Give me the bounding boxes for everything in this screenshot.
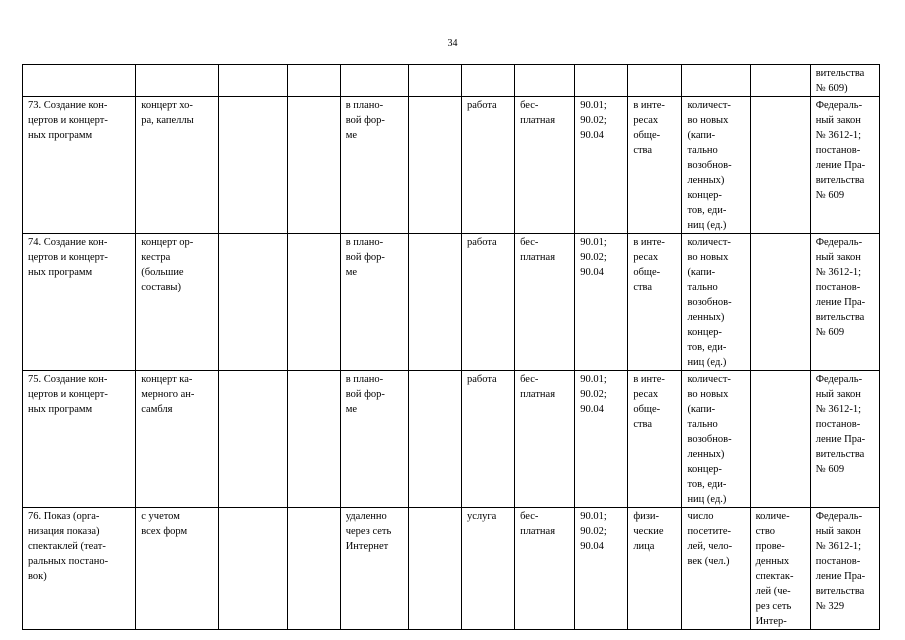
service-name-cell xyxy=(23,234,136,371)
cell-text-line: тов, еди- xyxy=(687,205,727,216)
cell-text-line: бес- xyxy=(520,237,539,248)
cell-text-line: во новых xyxy=(687,389,729,400)
cell-text-line: постанов- xyxy=(815,556,861,567)
cell-text-line: 90.04 xyxy=(580,130,604,141)
type-cell xyxy=(461,234,514,371)
cell-text-line: количест- xyxy=(687,374,731,385)
cell-text-line: ленных) xyxy=(687,175,725,186)
col3-cell xyxy=(219,65,287,97)
cell-text-line: 90.04 xyxy=(580,541,604,552)
cell-text-line: платная xyxy=(520,115,556,126)
service-name-cell xyxy=(23,371,136,508)
cell-text-line: работа xyxy=(466,100,497,111)
cell-text-line: ме xyxy=(345,130,358,141)
cell-text-line: 75. Создание кон- xyxy=(28,374,108,385)
okved-cell xyxy=(575,371,628,508)
indicator2-cell xyxy=(750,234,810,371)
col6-cell xyxy=(408,371,461,508)
cell-text-line: вой фор- xyxy=(345,252,385,263)
cell-text-line: ниц (ед.) xyxy=(687,220,727,231)
cell-text-line: 90.02; xyxy=(580,252,607,263)
cell-text-line: № 329 xyxy=(815,601,845,612)
cell-text-line: вой фор- xyxy=(345,389,385,400)
cell-text-line: работа xyxy=(466,374,497,385)
cell-text-line: (капи- xyxy=(687,404,716,415)
cell-text-line: 90.02; xyxy=(580,389,607,400)
cell-text-line: ление Пра- xyxy=(815,160,866,171)
consumer-cell xyxy=(628,65,682,97)
col4-cell xyxy=(287,371,340,508)
type-cell xyxy=(461,371,514,508)
cell-text-line: ный закон xyxy=(815,252,861,263)
legal-basis-cell xyxy=(810,508,879,630)
cell-text-line: ный закон xyxy=(815,389,861,400)
cell-text-line: обще- xyxy=(633,404,661,415)
cell-text-line: с учетом xyxy=(141,511,180,522)
cell-text-line: постанов- xyxy=(815,419,861,430)
consumer-cell xyxy=(628,508,682,630)
consumer-cell xyxy=(628,97,682,234)
table-row xyxy=(23,371,880,508)
cell-text-line: Федераль- xyxy=(815,511,863,522)
cell-text-line: концерт хо- xyxy=(141,100,193,111)
cell-text-line: цертов и концерт- xyxy=(28,252,108,263)
cell-text-line: (капи- xyxy=(687,130,716,141)
cell-text-line: в плано- xyxy=(345,100,384,111)
cell-text-line: № 609 xyxy=(815,464,845,475)
legal-basis-cell xyxy=(810,371,879,508)
cell-text-line: бес- xyxy=(520,100,539,111)
cell-text-line: Интер- xyxy=(755,616,787,627)
cell-text-line: 74. Создание кон- xyxy=(28,237,108,248)
col6-cell xyxy=(408,508,461,630)
cell-text-line: ресах xyxy=(633,389,659,400)
cell-text-line: ство xyxy=(755,526,775,537)
cell-text-line: ных программ xyxy=(28,130,93,141)
cell-text-line: 90.01; xyxy=(580,237,607,248)
cell-text-line: 90.02; xyxy=(580,526,607,537)
cell-text-line: век (чел.) xyxy=(687,556,730,567)
cell-text-line: вительства xyxy=(815,68,865,79)
cell-text-line: через сеть xyxy=(345,526,392,537)
cell-text-line: кестра xyxy=(141,252,171,263)
cell-text-line: цертов и концерт- xyxy=(28,115,108,126)
content-cell xyxy=(136,65,219,97)
cell-text-line: рез сеть xyxy=(755,601,792,612)
cell-text-line: ных программ xyxy=(28,404,93,415)
cell-text-line: 90.04 xyxy=(580,404,604,415)
cell-text-line: ства xyxy=(633,145,653,156)
cell-text-line: посетите- xyxy=(687,526,731,537)
cell-text-line: в плано- xyxy=(345,374,384,385)
content-cell xyxy=(136,234,219,371)
cell-text-line: ниц (ед.) xyxy=(687,357,727,368)
cell-text-line: услуга xyxy=(466,511,497,522)
cell-text-line: 73. Создание кон- xyxy=(28,100,108,111)
cell-text-line: ства xyxy=(633,282,653,293)
cell-text-line: количест- xyxy=(687,100,731,111)
payment-cell xyxy=(515,508,575,630)
cell-text-line: № 609 xyxy=(815,190,845,201)
table-row xyxy=(23,508,880,630)
col3-cell xyxy=(219,97,287,234)
cell-text-line: во новых xyxy=(687,252,729,263)
cell-text-line: в инте- xyxy=(633,374,665,385)
cell-text-line: Федераль- xyxy=(815,374,863,385)
cell-text-line: лица xyxy=(633,541,655,552)
cell-text-line: ме xyxy=(345,404,358,415)
cell-text-line: № 3612-1; xyxy=(815,404,862,415)
cell-text-line: количе- xyxy=(755,511,790,522)
cell-text-line: работа xyxy=(466,237,497,248)
content-cell xyxy=(136,508,219,630)
indicator-cell xyxy=(682,371,750,508)
cell-text-line: постанов- xyxy=(815,282,861,293)
cell-text-line: в инте- xyxy=(633,237,665,248)
cell-text-line: количест- xyxy=(687,237,731,248)
col4-cell xyxy=(287,508,340,630)
indicator-cell xyxy=(682,97,750,234)
cell-text-line: ральных постано- xyxy=(28,556,109,567)
col4-cell xyxy=(287,234,340,371)
cell-text-line: 76. Показ (орга- xyxy=(28,511,100,522)
col4-cell xyxy=(287,65,340,97)
cell-text-line: (большие xyxy=(141,267,184,278)
cell-text-line: бес- xyxy=(520,511,539,522)
cell-text-line: лей, чело- xyxy=(687,541,733,552)
cell-text-line: ства xyxy=(633,419,653,430)
cell-text-line: № 3612-1; xyxy=(815,541,862,552)
legal-basis-cell xyxy=(810,97,879,234)
indicator2-cell xyxy=(750,371,810,508)
cell-text-line: возобнов- xyxy=(687,434,732,445)
col3-cell xyxy=(219,508,287,630)
cell-text-line: ческие xyxy=(633,526,664,537)
payment-cell xyxy=(515,97,575,234)
continuation-row xyxy=(23,65,880,97)
cell-text-line: мерного ан- xyxy=(141,389,195,400)
cell-text-line: низация показа) xyxy=(28,526,100,537)
cell-text-line: ный закон xyxy=(815,526,861,537)
cell-text-line: во новых xyxy=(687,115,729,126)
cell-text-line: ление Пра- xyxy=(815,297,866,308)
cell-text-line: прове- xyxy=(755,541,785,552)
cell-text-line: № 3612-1; xyxy=(815,130,862,141)
cell-text-line: концер- xyxy=(687,190,722,201)
type-cell xyxy=(461,97,514,234)
consumer-cell xyxy=(628,371,682,508)
form-cell xyxy=(340,508,408,630)
cell-text-line: ный закон xyxy=(815,115,861,126)
cell-text-line: всех форм xyxy=(141,526,188,537)
indicator-cell xyxy=(682,65,750,97)
cell-text-line: Интернет xyxy=(345,541,389,552)
cell-text-line: концер- xyxy=(687,464,722,475)
cell-text-line: вительства xyxy=(815,312,865,323)
table-row xyxy=(23,234,880,371)
cell-text-line: физи- xyxy=(633,511,659,522)
cell-text-line: (капи- xyxy=(687,267,716,278)
content-cell xyxy=(136,371,219,508)
cell-text-line: в плано- xyxy=(345,237,384,248)
cell-text-line: вительства xyxy=(815,449,865,460)
cell-text-line: Федераль- xyxy=(815,237,863,248)
payment-cell xyxy=(515,371,575,508)
cell-text-line: ра, капеллы xyxy=(141,115,194,126)
type-cell xyxy=(461,508,514,630)
cell-text-line: составы) xyxy=(141,282,181,293)
cell-text-line: концер- xyxy=(687,327,722,338)
okved-cell xyxy=(575,234,628,371)
cell-text-line: ниц (ед.) xyxy=(687,494,727,505)
cell-text-line: постанов- xyxy=(815,145,861,156)
form-cell xyxy=(340,65,408,97)
consumer-cell xyxy=(628,234,682,371)
col6-cell xyxy=(408,234,461,371)
cell-text-line: самбля xyxy=(141,404,173,415)
cell-text-line: ресах xyxy=(633,115,659,126)
cell-text-line: платная xyxy=(520,252,556,263)
legal-basis-cell xyxy=(810,234,879,371)
cell-text-line: 90.02; xyxy=(580,115,607,126)
cell-text-line: концерт ор- xyxy=(141,237,194,248)
cell-text-line: № 3612-1; xyxy=(815,267,862,278)
col6-cell xyxy=(408,65,461,97)
cell-text-line: тов, еди- xyxy=(687,342,727,353)
cell-text-line: 90.01; xyxy=(580,374,607,385)
cell-text-line: число xyxy=(687,511,714,522)
cell-text-line: возобнов- xyxy=(687,160,732,171)
cell-text-line: в инте- xyxy=(633,100,665,111)
page-number: 34 xyxy=(447,38,458,49)
table-row xyxy=(23,97,880,234)
indicator-cell xyxy=(682,234,750,371)
col3-cell xyxy=(219,371,287,508)
service-name-cell xyxy=(23,65,136,97)
cell-text-line: лей (че- xyxy=(755,586,791,597)
cell-text-line: 90.04 xyxy=(580,267,604,278)
payment-cell xyxy=(515,65,575,97)
cell-text-line: концерт ка- xyxy=(141,374,193,385)
cell-text-line: вительства xyxy=(815,586,865,597)
service-name-cell xyxy=(23,508,136,630)
cell-text-line: обще- xyxy=(633,130,661,141)
cell-text-line: денных xyxy=(755,556,790,567)
indicator2-cell xyxy=(750,508,810,630)
payment-cell xyxy=(515,234,575,371)
service-name-cell xyxy=(23,97,136,234)
indicator2-cell xyxy=(750,65,810,97)
col3-cell xyxy=(219,234,287,371)
cell-text-line: спектак- xyxy=(755,571,794,582)
cell-text-line: цертов и концерт- xyxy=(28,389,108,400)
okved-cell xyxy=(575,508,628,630)
cell-text-line: вой фор- xyxy=(345,115,385,126)
form-cell xyxy=(340,371,408,508)
form-cell xyxy=(340,234,408,371)
indicator2-cell xyxy=(750,97,810,234)
cell-text-line: ресах xyxy=(633,252,659,263)
col4-cell xyxy=(287,97,340,234)
col6-cell xyxy=(408,97,461,234)
legal-basis-cell xyxy=(810,65,879,97)
cell-text-line: № 609 xyxy=(815,327,845,338)
cell-text-line: ленных) xyxy=(687,449,725,460)
cell-text-line: вительства xyxy=(815,175,865,186)
cell-text-line: тально xyxy=(687,145,718,156)
indicator-cell xyxy=(682,508,750,630)
form-cell xyxy=(340,97,408,234)
services-table xyxy=(22,64,880,630)
cell-text-line: платная xyxy=(520,389,556,400)
cell-text-line: бес- xyxy=(520,374,539,385)
cell-text-line: платная xyxy=(520,526,556,537)
cell-text-line: тально xyxy=(687,282,718,293)
cell-text-line: обще- xyxy=(633,267,661,278)
cell-text-line: тально xyxy=(687,419,718,430)
okved-cell xyxy=(575,97,628,234)
type-cell xyxy=(461,65,514,97)
cell-text-line: удаленно xyxy=(345,511,387,522)
content-cell xyxy=(136,97,219,234)
cell-text-line: 90.01; xyxy=(580,100,607,111)
cell-text-line: 90.01; xyxy=(580,511,607,522)
cell-text-line: вок) xyxy=(28,571,47,582)
cell-text-line: ленных) xyxy=(687,312,725,323)
cell-text-line: возобнов- xyxy=(687,297,732,308)
cell-text-line: тов, еди- xyxy=(687,479,727,490)
cell-text-line: ление Пра- xyxy=(815,571,866,582)
cell-text-line: ме xyxy=(345,267,358,278)
cell-text-line: № 609) xyxy=(815,83,848,94)
cell-text-line: ление Пра- xyxy=(815,434,866,445)
cell-text-line: спектаклей (теат- xyxy=(28,541,106,552)
cell-text-line: Федераль- xyxy=(815,100,863,111)
cell-text-line: ных программ xyxy=(28,267,93,278)
okved-cell xyxy=(575,65,628,97)
